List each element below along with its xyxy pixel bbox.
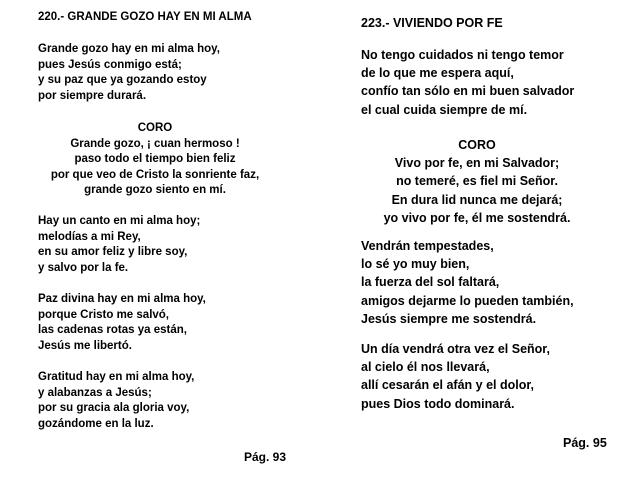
verse-line: Paz divina hay en mi alma hoy, — [38, 293, 206, 305]
chorus-line: no temeré, es fiel mi Señor. — [396, 174, 558, 189]
chorus-line: Vivo por fe, en mi Salvador; — [394, 156, 560, 171]
verse-line: y su paz que ya gozando estoy — [38, 74, 207, 86]
chorus-line: Grande gozo, ¡ cuan hermoso ! — [70, 137, 240, 150]
verse-1 — [38, 42, 220, 104]
verse-line: la fuerza del sol faltará, — [361, 275, 500, 290]
verse-line: y alabanzas a Jesús; — [38, 386, 152, 399]
verse-line: Gratitud hay en mi alma hoy, — [38, 371, 195, 383]
verse-line: Jesús siempre me sostendrá. — [361, 311, 537, 326]
verse-line: Grande gozo hay en mi alma hoy, — [38, 43, 220, 55]
verse-line: las cadenas rotas ya están, — [38, 324, 187, 336]
verse-2 — [38, 214, 200, 276]
verse-line: Un día vendrá otra vez el Señor, — [361, 342, 550, 356]
verse-3 — [361, 340, 550, 413]
verse-line: en su amor feliz y libre soy, — [38, 246, 188, 258]
chorus-line: En dura lid nunca me dejará; — [391, 192, 563, 207]
hymn-title: 223.- VIVIENDO POR FE — [361, 16, 503, 30]
verse-line: Vendrán tempestades, — [361, 239, 494, 253]
chorus-line: paso todo el tiempo bien feliz — [74, 153, 236, 165]
page-number: Pág. 93 — [244, 450, 287, 464]
chorus-line: yo vivo por fe, él me sostendrá. — [383, 210, 571, 225]
verse-line: allí cesarán el afán y el dolor, — [361, 378, 534, 393]
verse-line: porque Cristo me salvó, — [38, 308, 170, 321]
verse-1 — [361, 46, 574, 119]
verse-line: Jesús me libertó. — [38, 339, 132, 352]
page-number: Pág. 95 — [563, 436, 607, 450]
verse-line: Hay un canto en mi alma hoy; — [38, 215, 201, 227]
verse-line: amigos dejarme lo pueden también, — [361, 293, 574, 308]
verse-line: confío tan sólo en mi buen salvador — [361, 84, 575, 99]
verse-2 — [361, 237, 574, 328]
verse-line: lo sé yo muy bien, — [361, 257, 470, 272]
chorus-heading: CORO — [458, 138, 496, 152]
verse-line: melodías a mi Rey, — [38, 230, 141, 243]
left-page — [0, 0, 310, 493]
right-page — [316, 0, 638, 493]
verse-4 — [38, 370, 194, 432]
chorus — [0, 121, 310, 199]
verse-line: de lo que me espera aquí, — [361, 66, 514, 81]
verse-line: pues Jesús conmigo está; — [38, 58, 182, 71]
verse-line: gozándome en la luz. — [38, 417, 154, 430]
hymn-title: 220.- GRANDE GOZO HAY EN MI ALMA — [38, 11, 252, 23]
chorus-line: grande gozo siento en mí. — [84, 184, 226, 196]
verse-line: pues Dios todo dominará. — [361, 396, 515, 411]
chorus-line: por que veo de Cristo la sonriente faz, — [50, 168, 260, 181]
chorus-heading: CORO — [137, 122, 173, 134]
verse-line: el cual cuida siempre de mí. — [361, 102, 528, 117]
verse-3 — [38, 292, 206, 354]
verse-line: No tengo cuidados ni tengo temor — [361, 48, 564, 62]
verse-line: por siempre durará. — [38, 89, 147, 102]
verse-line: por su gracia ala gloria voy, — [38, 402, 190, 414]
verse-line: y salvo por la fe. — [38, 261, 129, 274]
chorus — [316, 136, 638, 227]
verse-line: al cielo él nos llevará, — [361, 360, 490, 375]
